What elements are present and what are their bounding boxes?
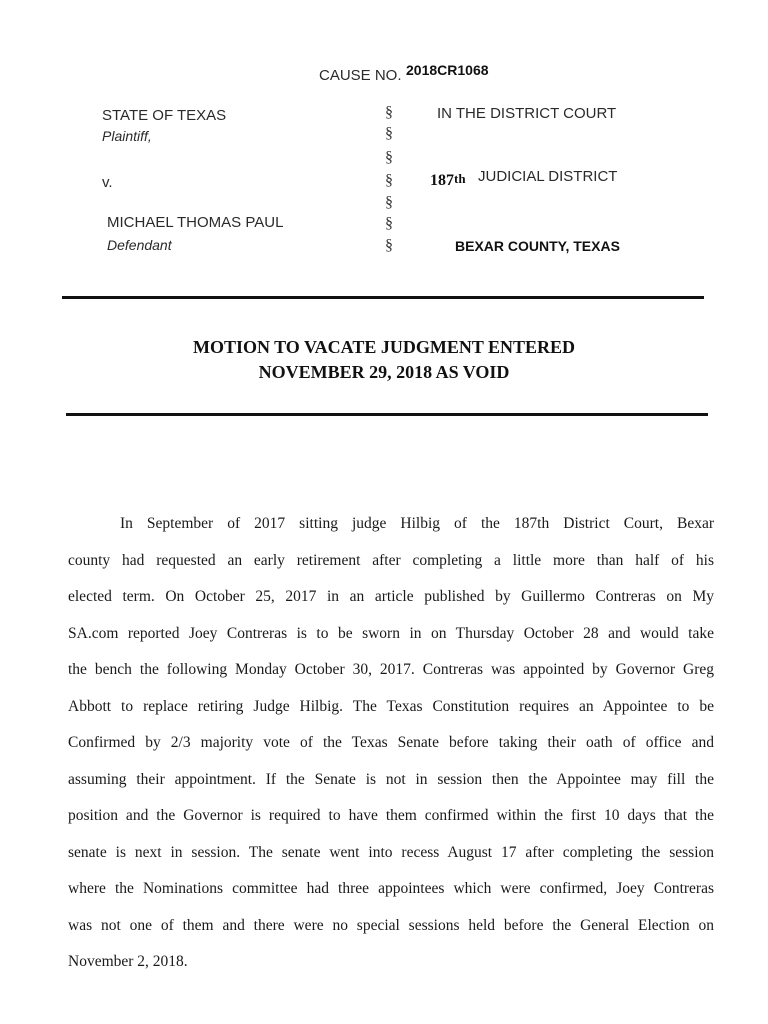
section-symbol: § [385,125,393,142]
plaintiff-name: STATE OF TEXAS [102,107,227,124]
county-name: BEXAR COUNTY, TEXAS [455,238,620,254]
section-symbol: § [385,215,393,232]
motion-title-line-2: NOVEMBER 29, 2018 AS VOID [258,362,510,382]
motion-body-paragraph [68,510,714,985]
body-line: elected term. On October 25, 2017 in an article published by Guillermo Contreras on My [68,588,714,605]
body-line: position and the Governor is required to have them confirmed within the first 10 days that the [68,807,714,824]
body-line: assuming their appointment. If the Senate is not in session then the Appointee may fill the [68,770,714,788]
district-number [430,172,466,190]
body-line: SA.com reported Joey Contreras is to be sworn in on Thursday October 28 and would take [68,624,714,642]
district-number-value: 187 [430,172,454,189]
section-symbol: § [385,194,393,211]
body-line: senate is next in session. The senate went into recess August 17 after completing the session [68,843,714,861]
body-line: county had requested an early retirement after completing a little more than half of his [68,551,714,569]
district-number-suffix: th [454,171,466,186]
section-symbol: § [385,149,393,166]
cause-number-label: CAUSE NO. [319,67,402,84]
district-label: JUDICIAL DISTRICT [478,168,618,185]
body-line: Confirmed by 2/3 majority vote of the Texas Senate before taking their oath of office and [68,734,714,751]
body-line: In September of 2017 sitting judge Hilbig of the 187th District Court, Bexar [120,515,714,532]
defendant-name: MICHAEL THOMAS PAUL [107,214,284,231]
defendant-role: Defendant [107,237,172,253]
section-symbol: § [385,104,393,121]
body-line: was not one of them and there were no special sessions held before the General Election on [68,916,714,934]
plaintiff-role: Plaintiff, [102,128,152,144]
bottom-divider [66,413,708,416]
motion-title-line-1: MOTION TO VACATE JUDGMENT ENTERED [192,337,576,357]
body-line: the bench the following Monday October 30, 2017. Contreras was appointed by Governor Greg [68,661,714,678]
cause-number-value: 2018CR1068 [406,62,489,78]
versus-label: v. [102,174,113,191]
section-symbol: § [385,172,393,189]
body-line: Abbott to replace retiring Judge Hilbig. The Texas Constitution requires an Appointee to be [68,697,714,715]
body-line: where the Nominations committee had three appointees which were confirmed, Joey Contreras [68,880,714,897]
court-name: IN THE DISTRICT COURT [437,105,617,122]
top-divider [62,296,704,299]
section-symbol: § [385,237,393,254]
body-line: November 2, 2018. [68,953,188,970]
